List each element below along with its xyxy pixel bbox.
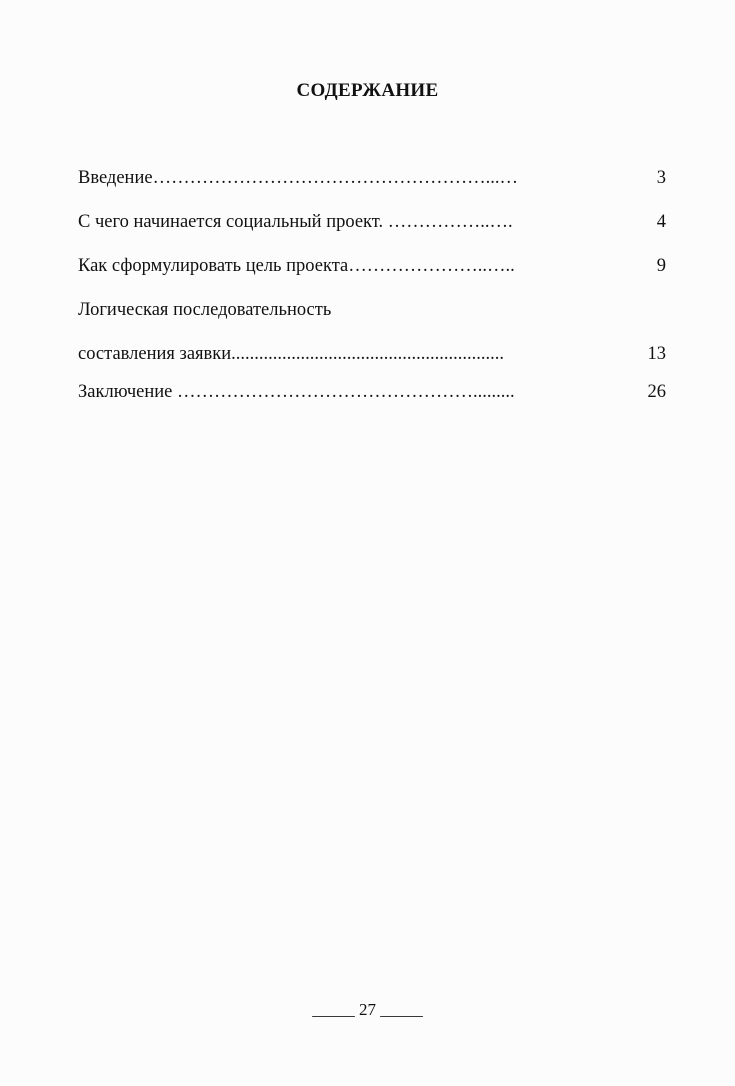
toc-entry-text: С чего начинается социальный проект. ……………..…. <box>78 212 513 232</box>
toc-entry <box>78 340 666 368</box>
toc-entry-text: составления заявки........................................................... <box>78 344 505 364</box>
toc-entry <box>78 252 666 280</box>
toc-entry-text: Введение………………………………………………...… <box>78 168 518 188</box>
toc-entry-page: 9 <box>656 256 666 276</box>
toc-entry <box>78 208 666 236</box>
toc-entry-text: Заключение …………………………………………......... <box>78 382 515 402</box>
page-number: _____ 27 _____ <box>312 1000 423 1019</box>
toc-entry-page: 13 <box>647 344 666 364</box>
toc-entry <box>78 296 666 324</box>
toc-entry-page: 26 <box>647 382 666 402</box>
toc-entry-page: 3 <box>656 168 666 188</box>
toc-entry <box>78 378 666 406</box>
toc-entry-page: 4 <box>656 212 666 232</box>
toc-entry <box>78 164 666 192</box>
page-title: СОДЕРЖАНИЕ <box>296 80 439 101</box>
toc-entry-text: Как сформулировать цель проекта…………………..….. <box>78 256 515 276</box>
toc-entry-text: Логическая последовательность <box>78 300 332 320</box>
